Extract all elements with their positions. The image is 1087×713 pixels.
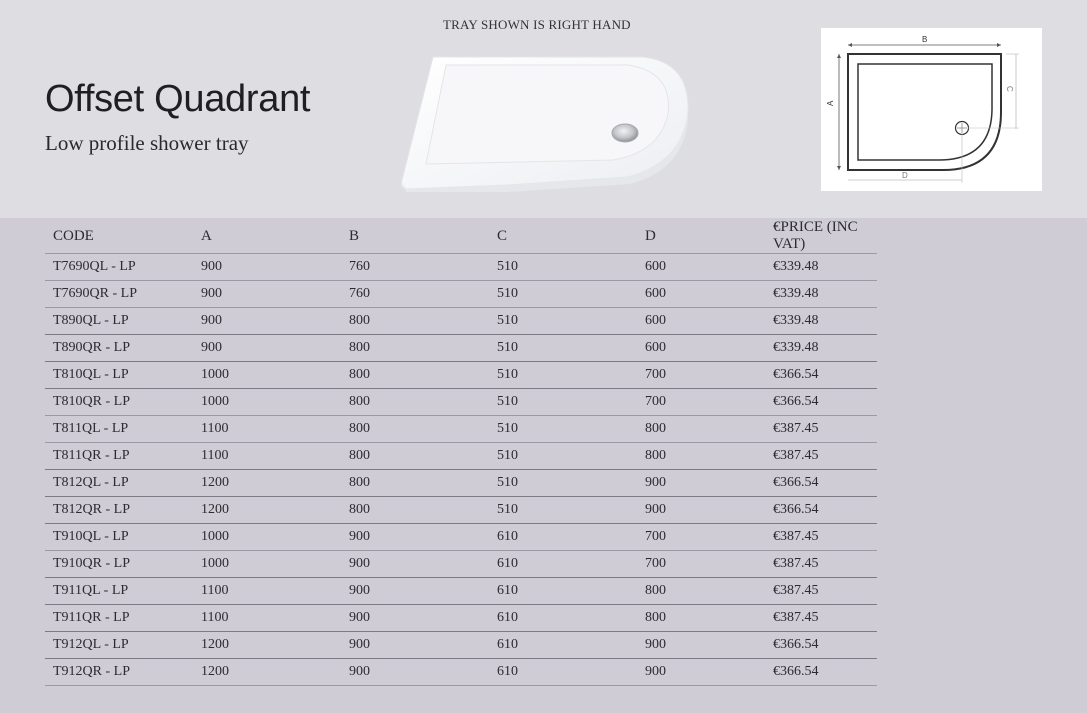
cell-a: 1200 — [193, 497, 341, 524]
cell-code: T910QL - LP — [45, 524, 193, 551]
cell-d: 900 — [637, 632, 765, 659]
cell-a: 1100 — [193, 578, 341, 605]
cell-b: 900 — [341, 659, 489, 686]
cell-code: T812QL - LP — [45, 470, 193, 497]
table-row — [45, 578, 877, 605]
cell-c: 610 — [489, 605, 637, 632]
cell-b: 900 — [341, 632, 489, 659]
cell-b: 800 — [341, 389, 489, 416]
cell-code: T7690QR - LP — [45, 281, 193, 308]
cell-code: T811QR - LP — [45, 443, 193, 470]
cell-b: 800 — [341, 470, 489, 497]
cell-price: €339.48 — [765, 335, 877, 362]
cell-c: 510 — [489, 416, 637, 443]
cell-price: €387.45 — [765, 443, 877, 470]
cell-b: 760 — [341, 281, 489, 308]
cell-d: 700 — [637, 389, 765, 416]
cell-d: 800 — [637, 605, 765, 632]
table-row — [45, 254, 877, 281]
cell-c: 510 — [489, 335, 637, 362]
cell-code: T7690QL - LP — [45, 254, 193, 281]
table-row — [45, 659, 877, 686]
cell-a: 1100 — [193, 443, 341, 470]
page-title: Offset Quadrant — [45, 78, 311, 120]
cell-d: 900 — [637, 497, 765, 524]
cell-b: 900 — [341, 578, 489, 605]
table-row — [45, 632, 877, 659]
cell-d: 700 — [637, 551, 765, 578]
cell-price: €339.48 — [765, 254, 877, 281]
column-header-price: €PRICE (INC VAT) — [765, 219, 877, 254]
cell-d: 800 — [637, 578, 765, 605]
cell-a: 1000 — [193, 551, 341, 578]
cell-price: €366.54 — [765, 632, 877, 659]
table-row — [45, 362, 877, 389]
cell-code: T890QL - LP — [45, 308, 193, 335]
table-row — [45, 605, 877, 632]
cell-d: 900 — [637, 659, 765, 686]
cell-price: €387.45 — [765, 578, 877, 605]
table-row — [45, 416, 877, 443]
cell-d: 600 — [637, 254, 765, 281]
cell-c: 510 — [489, 470, 637, 497]
page-subtitle: Low profile shower tray — [45, 131, 249, 155]
cell-d: 600 — [637, 308, 765, 335]
cell-b: 900 — [341, 551, 489, 578]
cell-a: 1200 — [193, 659, 341, 686]
cell-price: €366.54 — [765, 497, 877, 524]
cell-c: 510 — [489, 389, 637, 416]
cell-d: 700 — [637, 362, 765, 389]
cell-code: T810QL - LP — [45, 362, 193, 389]
cell-d: 900 — [637, 470, 765, 497]
dim-label-b: B — [922, 35, 928, 44]
cell-b: 900 — [341, 524, 489, 551]
cell-c: 510 — [489, 443, 637, 470]
cell-c: 510 — [489, 281, 637, 308]
cell-c: 610 — [489, 524, 637, 551]
table-row — [45, 281, 877, 308]
image-caption: TRAY SHOWN IS RIGHT HAND — [443, 17, 631, 32]
cell-d: 600 — [637, 335, 765, 362]
cell-price: €366.54 — [765, 362, 877, 389]
cell-a: 900 — [193, 254, 341, 281]
column-header-a: A — [193, 219, 341, 254]
cell-code: T812QR - LP — [45, 497, 193, 524]
cell-c: 610 — [489, 578, 637, 605]
cell-b: 900 — [341, 605, 489, 632]
cell-b: 800 — [341, 416, 489, 443]
table-row — [45, 389, 877, 416]
table-row — [45, 497, 877, 524]
cell-code: T811QL - LP — [45, 416, 193, 443]
cell-a: 1000 — [193, 362, 341, 389]
cell-d: 800 — [637, 416, 765, 443]
cell-a: 900 — [193, 281, 341, 308]
cell-price: €366.54 — [765, 389, 877, 416]
column-header-b: B — [341, 219, 489, 254]
shower-tray-image — [398, 52, 690, 192]
dim-label-a: A — [826, 100, 835, 106]
cell-b: 800 — [341, 443, 489, 470]
cell-c: 610 — [489, 551, 637, 578]
cell-c: 610 — [489, 659, 637, 686]
cell-price: €366.54 — [765, 659, 877, 686]
cell-price: €387.45 — [765, 605, 877, 632]
cell-code: T911QR - LP — [45, 605, 193, 632]
cell-a: 1200 — [193, 470, 341, 497]
cell-b: 760 — [341, 254, 489, 281]
cell-code: T912QL - LP — [45, 632, 193, 659]
cell-c: 610 — [489, 632, 637, 659]
cell-price: €387.45 — [765, 551, 877, 578]
cell-c: 510 — [489, 254, 637, 281]
table-row — [45, 443, 877, 470]
cell-a: 900 — [193, 335, 341, 362]
table-row — [45, 524, 877, 551]
cell-code: T910QR - LP — [45, 551, 193, 578]
table-row — [45, 335, 877, 362]
table-row — [45, 470, 877, 497]
cell-d: 600 — [637, 281, 765, 308]
cell-c: 510 — [489, 308, 637, 335]
spec-price-table — [45, 219, 877, 686]
cell-a: 1200 — [193, 632, 341, 659]
table-row — [45, 308, 877, 335]
cell-code: T890QR - LP — [45, 335, 193, 362]
cell-b: 800 — [341, 497, 489, 524]
cell-c: 510 — [489, 362, 637, 389]
cell-code: T911QL - LP — [45, 578, 193, 605]
cell-price: €387.45 — [765, 524, 877, 551]
dim-label-d: D — [902, 171, 908, 180]
cell-price: €339.48 — [765, 308, 877, 335]
cell-a: 1000 — [193, 389, 341, 416]
cell-b: 800 — [341, 308, 489, 335]
column-header-c: C — [489, 219, 637, 254]
cell-price: €366.54 — [765, 470, 877, 497]
cell-d: 800 — [637, 443, 765, 470]
cell-b: 800 — [341, 335, 489, 362]
column-header-code: CODE — [45, 219, 193, 254]
cell-code: T912QR - LP — [45, 659, 193, 686]
header-band — [0, 0, 1087, 218]
cell-c: 510 — [489, 497, 637, 524]
column-header-d: D — [637, 219, 765, 254]
cell-a: 1100 — [193, 416, 341, 443]
cell-price: €387.45 — [765, 416, 877, 443]
dim-label-c: C — [1005, 86, 1014, 92]
dimension-diagram — [821, 28, 1042, 191]
cell-a: 1000 — [193, 524, 341, 551]
cell-a: 900 — [193, 308, 341, 335]
cell-a: 1100 — [193, 605, 341, 632]
cell-price: €339.48 — [765, 281, 877, 308]
cell-code: T810QR - LP — [45, 389, 193, 416]
table-header-row — [45, 219, 877, 254]
cell-b: 800 — [341, 362, 489, 389]
table-row — [45, 551, 877, 578]
cell-d: 700 — [637, 524, 765, 551]
